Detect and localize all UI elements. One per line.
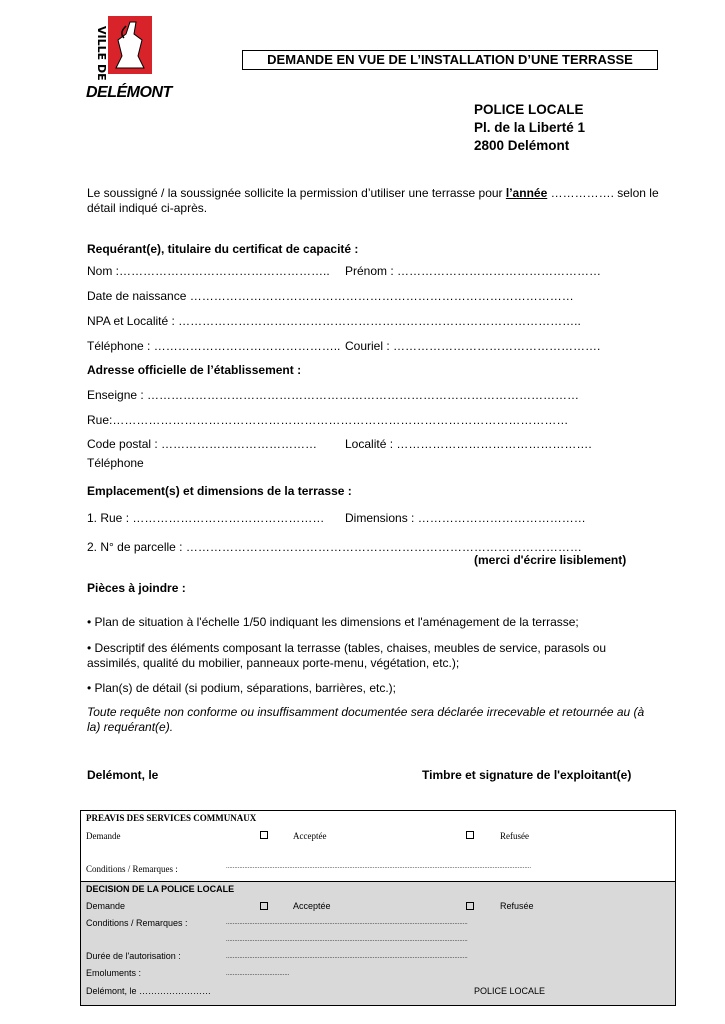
signature-stamp: Timbre et signature de l'exploitant(e) xyxy=(422,768,632,782)
parcelle-field[interactable]: 2. N° de parcelle : ……………………………………………………………………………………… xyxy=(87,540,582,554)
npa-field[interactable]: NPA et Localité : ……………………………………………………………………………………….. xyxy=(87,314,581,328)
decision-section xyxy=(80,881,676,1006)
emoluments-label: Emoluments : xyxy=(86,968,142,978)
piece-item-1: • Plan de situation à l'échelle 1/50 indiquant les dimensions et l'aménagement de la terrasse; xyxy=(87,615,579,629)
address-line-1: POLICE LOCALE xyxy=(474,102,584,117)
preavis-heading: PREAVIS DES SERVICES COMMUNAUX xyxy=(86,813,257,823)
etab-telephone-label: Téléphone xyxy=(87,456,144,470)
decision-conditions-field-2[interactable]: ................................................................................................................................................. xyxy=(226,937,468,943)
merci-note: (merci d'écrire lisiblement) xyxy=(474,553,627,567)
logo-line2: DELÉMONT xyxy=(86,84,172,101)
decision-acceptee-label: Acceptée xyxy=(293,901,331,911)
address-line-3: 2800 Delémont xyxy=(474,138,570,153)
intro-line-2: détail indiqué ci-après. xyxy=(87,201,208,215)
page-title: DEMANDE EN VUE DE L’INSTALLATION D’UNE TERRASSE xyxy=(242,50,658,70)
localite-field[interactable]: Localité : …………………………………………. xyxy=(345,437,592,451)
dimensions-field[interactable]: Dimensions : …………………………………… xyxy=(345,511,586,525)
intro-underlined: l’année xyxy=(505,186,548,200)
prenom-field[interactable]: Prénom : …………………………………………… xyxy=(345,264,602,278)
duree-field[interactable]: ................................................................................................................................................. xyxy=(226,954,468,960)
code-postal-field[interactable]: Code postal : ………………………………… xyxy=(87,437,318,451)
couriel-field[interactable]: Couriel : ……………………………………………. xyxy=(345,339,601,353)
naissance-field[interactable]: Date de naissance …………………………………………………………………………………… xyxy=(87,289,574,303)
telephone-field[interactable]: Téléphone : ……………………………………….. xyxy=(87,339,341,353)
warning-text: Toute requête non conforme ou insuffisamment documentée sera déclarée irrecevable et retournée au (à la) requérant(e). xyxy=(87,705,645,734)
preavis-conditions-field[interactable]: ....................................................................................................................................................................................... xyxy=(226,864,532,870)
decision-police: POLICE LOCALE xyxy=(474,986,546,996)
preavis-refusee-checkbox[interactable] xyxy=(466,831,474,839)
intro-text-end: ……………. selon le xyxy=(547,186,659,200)
decision-demande: Demande xyxy=(86,901,126,911)
nom-field[interactable]: Nom :…………………………………………….. xyxy=(87,264,330,278)
emplacement-rue-field[interactable]: 1. Rue : ………………………………………… xyxy=(87,511,325,525)
duree-label: Durée de l'autorisation : xyxy=(86,951,181,961)
decision-conditions-field-1[interactable]: ................................................................................................................................................. xyxy=(226,920,468,926)
preavis-demande: Demande xyxy=(86,831,121,841)
decision-conditions-label: Conditions / Remarques : xyxy=(86,918,188,928)
address-line-2: Pl. de la Liberté 1 xyxy=(474,120,586,135)
svg-text:VILLE DE: VILLE DE xyxy=(95,26,108,81)
enseigne-field[interactable]: Enseigne : ……………………………………………………………………………………………… xyxy=(87,388,580,402)
delemont-logo xyxy=(86,12,172,104)
emplacement-heading: Emplacement(s) et dimensions de la terrasse : xyxy=(87,484,352,498)
decision-date[interactable]: Delémont, le …………………… xyxy=(86,986,212,996)
preavis-acceptee-label: Acceptée xyxy=(293,831,327,841)
preavis-acceptee-checkbox[interactable] xyxy=(260,831,268,839)
preavis-conditions-label: Conditions / Remarques : xyxy=(86,864,178,874)
requerant-heading: Requérant(e), titulaire du certificat de capacité : xyxy=(87,242,359,256)
preavis-section xyxy=(80,810,676,883)
intro-text: Le soussigné / la soussignée sollicite la permission d’utiliser une terrasse pour xyxy=(87,186,506,200)
preavis-refusee-label: Refusée xyxy=(500,831,529,841)
intro-line-1 xyxy=(87,186,659,200)
signature-place: Delémont, le xyxy=(87,768,159,782)
rue-field[interactable]: Rue:…………………………………………………………………………………………………… xyxy=(87,413,569,427)
emoluments-field[interactable]: ...................................... xyxy=(226,971,290,977)
piece-item-2: • Descriptif des éléments composant la terrasse (tables, chaises, meubles de service, parasols ou assimilés, qualité du mobilier, panneaux porte-menu, végétation, etc.); xyxy=(87,641,607,670)
etablissement-heading: Adresse officielle de l’établissement : xyxy=(87,363,302,377)
pieces-heading: Pièces à joindre : xyxy=(87,581,186,595)
decision-refusee-label: Refusée xyxy=(500,901,534,911)
decision-heading: DECISION DE LA POLICE LOCALE xyxy=(86,884,235,894)
decision-refusee-checkbox[interactable] xyxy=(466,902,474,910)
piece-item-3: • Plan(s) de détail (si podium, séparations, barrières, etc.); xyxy=(87,681,396,695)
decision-acceptee-checkbox[interactable] xyxy=(260,902,268,910)
